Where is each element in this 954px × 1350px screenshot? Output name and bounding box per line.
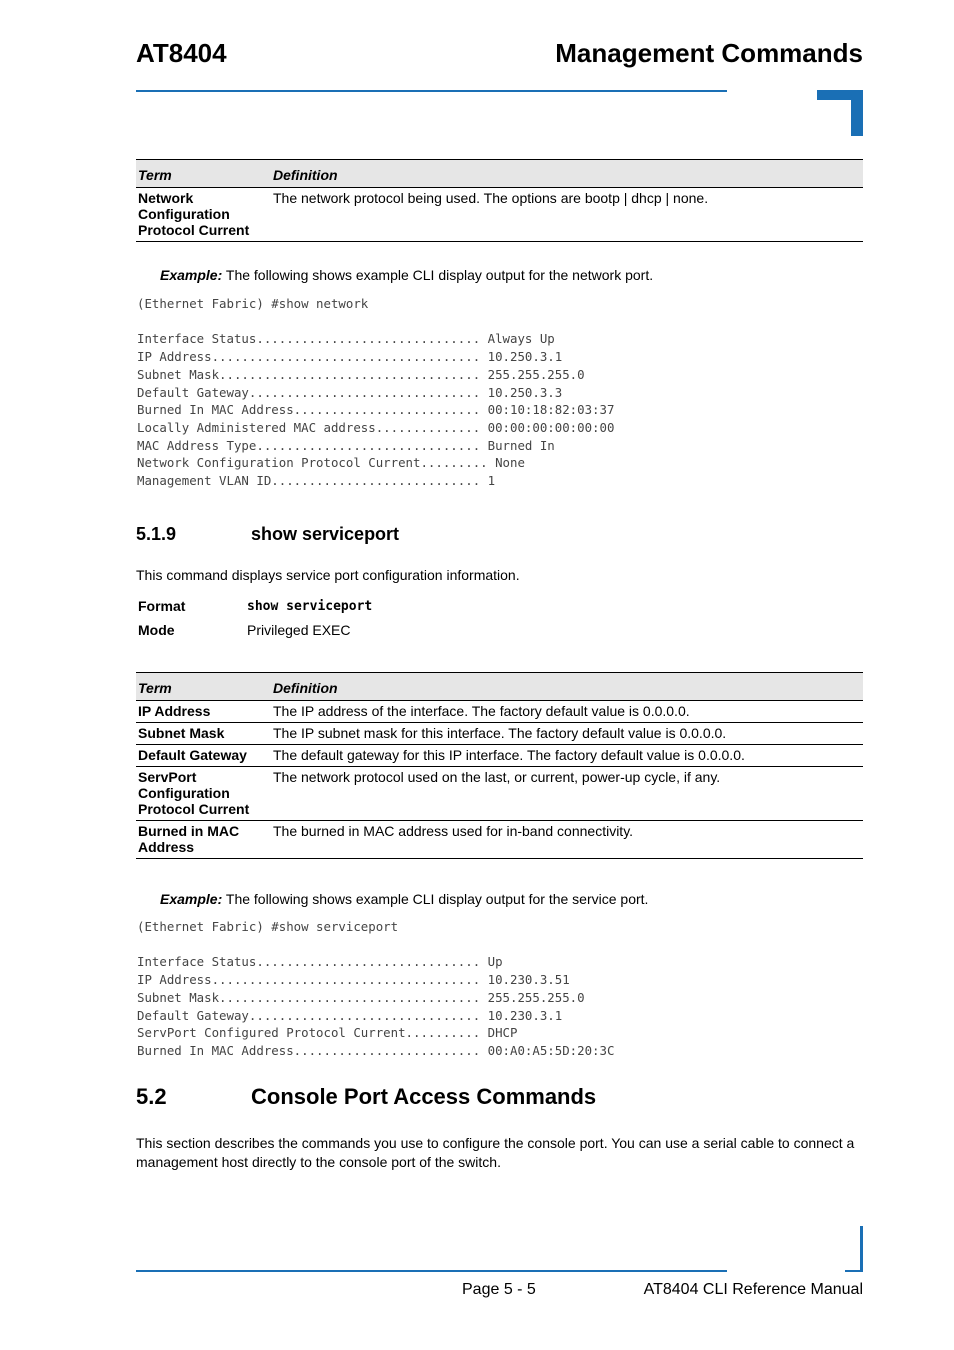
mode-label: Mode [138, 622, 175, 638]
definition-cell: The network protocol used on the last, or current, power-up cycle, if any. [271, 767, 863, 821]
section-number: 5.1.9 [136, 524, 177, 544]
format-label: Format [138, 598, 186, 614]
header-corner-mark [817, 90, 863, 136]
section-number: 5.2 [136, 1084, 167, 1109]
table-row [136, 745, 863, 767]
definition-cell: The IP address of the interface. The factory default value is 0.0.0.0. [271, 701, 863, 723]
term-cell: Burned in MAC Address [136, 821, 271, 859]
table-row [136, 723, 863, 745]
term-definition-table-network [136, 159, 863, 242]
example-caption-network [160, 267, 653, 283]
section-heading-5-2 [136, 1084, 596, 1110]
table-row [136, 821, 863, 859]
term-cell: Network Configuration Protocol Current [136, 188, 271, 242]
footer-page-number: Page 5 - 5 [462, 1281, 536, 1298]
footer-rule [136, 1270, 727, 1272]
format-value: show serviceport [247, 599, 373, 614]
col-header-definition: Definition [271, 160, 863, 188]
definition-cell: The burned in MAC address used for in-band connectivity. [271, 821, 863, 859]
col-header-term: Term [136, 160, 271, 188]
footer-manual-title: AT8404 CLI Reference Manual [643, 1281, 863, 1298]
col-header-term: Term [136, 673, 271, 701]
footer-corner-mark [845, 1226, 863, 1272]
definition-cell: The default gateway for this IP interface. The factory default value is 0.0.0.0. [271, 745, 863, 767]
section-title: show serviceport [251, 524, 400, 544]
header-product: AT8404 [136, 38, 227, 68]
example-caption-serviceport [160, 891, 648, 907]
table-row [136, 701, 863, 723]
example-text: The following shows example CLI display output for the network port. [222, 267, 654, 283]
header-chapter-title: Management Commands [555, 38, 863, 68]
term-cell: Default Gateway [136, 745, 271, 767]
table-row [136, 767, 863, 821]
example-label: Example: [160, 891, 223, 907]
section-title: Console Port Access Commands [251, 1084, 597, 1109]
col-header-definition: Definition [271, 673, 863, 701]
header-rule [136, 90, 727, 92]
term-definition-table-serviceport [136, 672, 863, 859]
term-cell: IP Address [136, 701, 271, 723]
table-row [136, 188, 863, 242]
definition-cell: The network protocol being used. The options are bootp | dhcp | none. [271, 188, 863, 242]
cli-output-show-serviceport: (Ethernet Fabric) #show serviceport Interface Status.............................. Up IP Address.................................... 10.230.3.51 Subnet Mask................................... 255.255.255.0 Default Gateway............................... 10.230.3.1 ServPort Configured Protocol Current.......... DHCP Burned In MAC Address......................... 00:A0:A5:5D:20:3C [137, 919, 615, 1058]
section-intro-console: This section describes the commands you use to configure the console port. You can use a serial cable to connect a management host directly to the console port of the switch. [136, 1135, 855, 1170]
mode-value: Privileged EXEC [247, 622, 351, 638]
example-label: Example: [160, 267, 223, 283]
section-intro-serviceport: This command displays service port configuration information. [136, 567, 520, 583]
cli-output-show-network: (Ethernet Fabric) #show network Interface Status.............................. Always Up IP Address.................................... 10.250.3.1 Subnet Mask................................... 255.255.255.0 Default Gateway............................... 10.250.3.3 Burned In MAC Address......................... 00:10:18:82:03:37 Locally Administered MAC address.............. 00:00:00:00:00:00 MAC Address Type.............................. Burned In Network Configuration Protocol Current......... None Management VLAN ID............................ 1 [137, 296, 615, 489]
definition-cell: The IP subnet mask for this interface. The factory default value is 0.0.0.0. [271, 723, 863, 745]
term-cell: ServPort Configuration Protocol Current [136, 767, 271, 821]
example-text: The following shows example CLI display output for the service port. [222, 891, 649, 907]
term-cell: Subnet Mask [136, 723, 271, 745]
section-heading-5-1-9 [136, 524, 399, 545]
